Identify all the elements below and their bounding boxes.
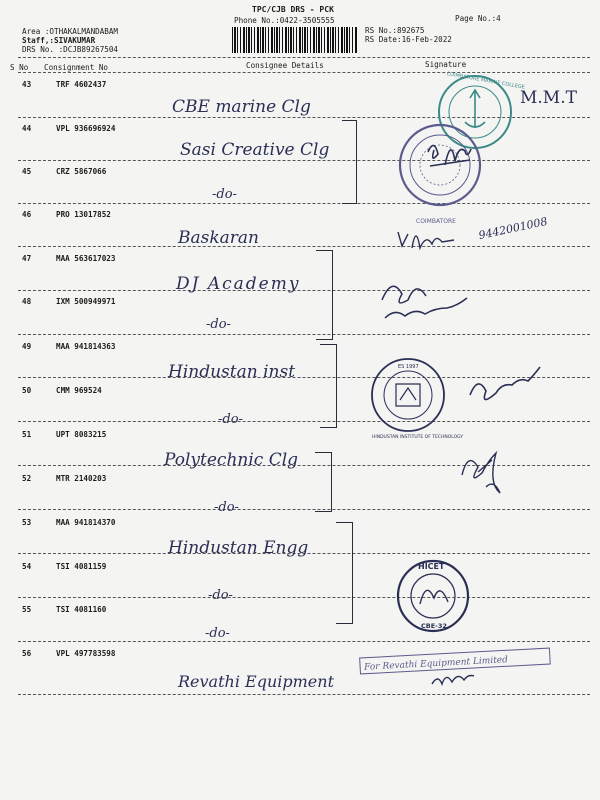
phone-number: Phone No.:0422-3505555 [234,16,335,25]
group-bracket [336,522,353,624]
row-sno: 47 [22,254,32,263]
consignee-handwriting: CBE marine Clg [172,97,311,117]
marine-college-stamp-text: COIMBATORE MARINE COLLEGE [446,71,526,91]
row-consignment: TSI 4081160 [56,605,107,614]
college-seal-stamp [400,125,480,205]
hicet-stamp-top: HICET [418,562,445,571]
consignee-handwriting: -do- [212,187,237,202]
row-consignment: VPL 936696924 [56,124,116,133]
consignee-handwriting: Hindustan Engg [168,538,309,558]
row-sno: 55 [22,605,32,614]
consignee-handwriting: -do- [218,412,243,427]
column-sno: S No [10,63,29,72]
row-consignment: MAA 563617023 [56,254,116,263]
consignee-handwriting: Revathi Equipment [178,672,334,691]
row-sno: 48 [22,297,32,306]
page-number: Page No.:4 [455,14,501,23]
area-label: Area :OTHAKALMANDABAM [22,27,119,36]
hicet-stamp [398,561,468,631]
row-sno: 52 [22,474,32,483]
row-sno: 51 [22,430,32,439]
consignee-handwriting: Baskaran [178,228,259,248]
rs-date: RS Date:16-Feb-2022 [365,35,452,44]
row-consignment: PRO 13017852 [56,210,111,219]
revathi-stamp [360,648,551,674]
college-seal-text: COIMBATORE [416,218,456,225]
row-consignment: IXM 500949971 [56,297,116,306]
consignee-handwriting: Hindustan inst [168,362,296,382]
row-consignment: MTR 2140203 [56,474,107,483]
row-consignment: CMM 969524 [56,386,102,395]
row-sno: 44 [22,124,32,133]
row-sno: 56 [22,649,32,658]
row-sno: 43 [22,80,32,89]
column-signature: Signature [425,60,467,69]
barcode [232,27,357,53]
row-consignment: MAA 941814370 [56,518,116,527]
row-consignment: TSI 4081159 [56,562,107,571]
group-bracket [342,120,357,204]
consignee-handwriting: -do- [208,588,233,603]
row-sno: 46 [22,210,32,219]
consignee-handwriting: -do- [214,500,239,515]
row-sno: 50 [22,386,32,395]
consignee-handwriting: DJ Academy [176,274,301,294]
row-consignment: VPL 497783598 [56,649,116,658]
hindustan-stamp-text: HINDUSTAN INSTITUTE OF TECHNOLOGY [372,435,464,440]
group-bracket [320,344,337,428]
row-consignment: CRZ 5867066 [56,167,107,176]
column-consignee: Consignee Details [246,61,324,70]
row-sno: 49 [22,342,32,351]
row-sno: 53 [22,518,32,527]
column-consignment: Consignment No [44,63,109,72]
revathi-stamp-text: For Revathi Equipment Limited [363,655,509,673]
consignee-handwriting: -do- [206,317,231,332]
mm-note: M.M.T [520,88,577,108]
drs-number: DRS No. :DCJB89267504 [22,45,119,54]
row-consignment: UPT 8083215 [56,430,107,439]
document-title: TPC/CJB DRS - PCK [252,5,334,14]
row-sno: 54 [22,562,32,571]
row-consignment: MAA 941814363 [56,342,116,351]
row-sno: 45 [22,167,32,176]
consignee-handwriting: -do- [205,626,230,641]
row-consignment: TRF 4602437 [56,80,107,89]
consignee-handwriting: Polytechnic Clg [164,450,299,470]
hicet-stamp-bottom: CBE-32 [421,622,447,630]
hindustan-stamp-est: ES 1997 [398,364,419,370]
group-bracket [315,452,332,512]
group-bracket [316,250,333,340]
marine-college-stamp [439,76,511,148]
staff-label: Staff,:SIVAKUMAR [22,36,96,45]
consignee-handwriting: Sasi Creative Clg [180,140,330,160]
phone-note: 9442001008 [477,214,549,243]
rs-number: RS No.:892675 [365,26,425,35]
